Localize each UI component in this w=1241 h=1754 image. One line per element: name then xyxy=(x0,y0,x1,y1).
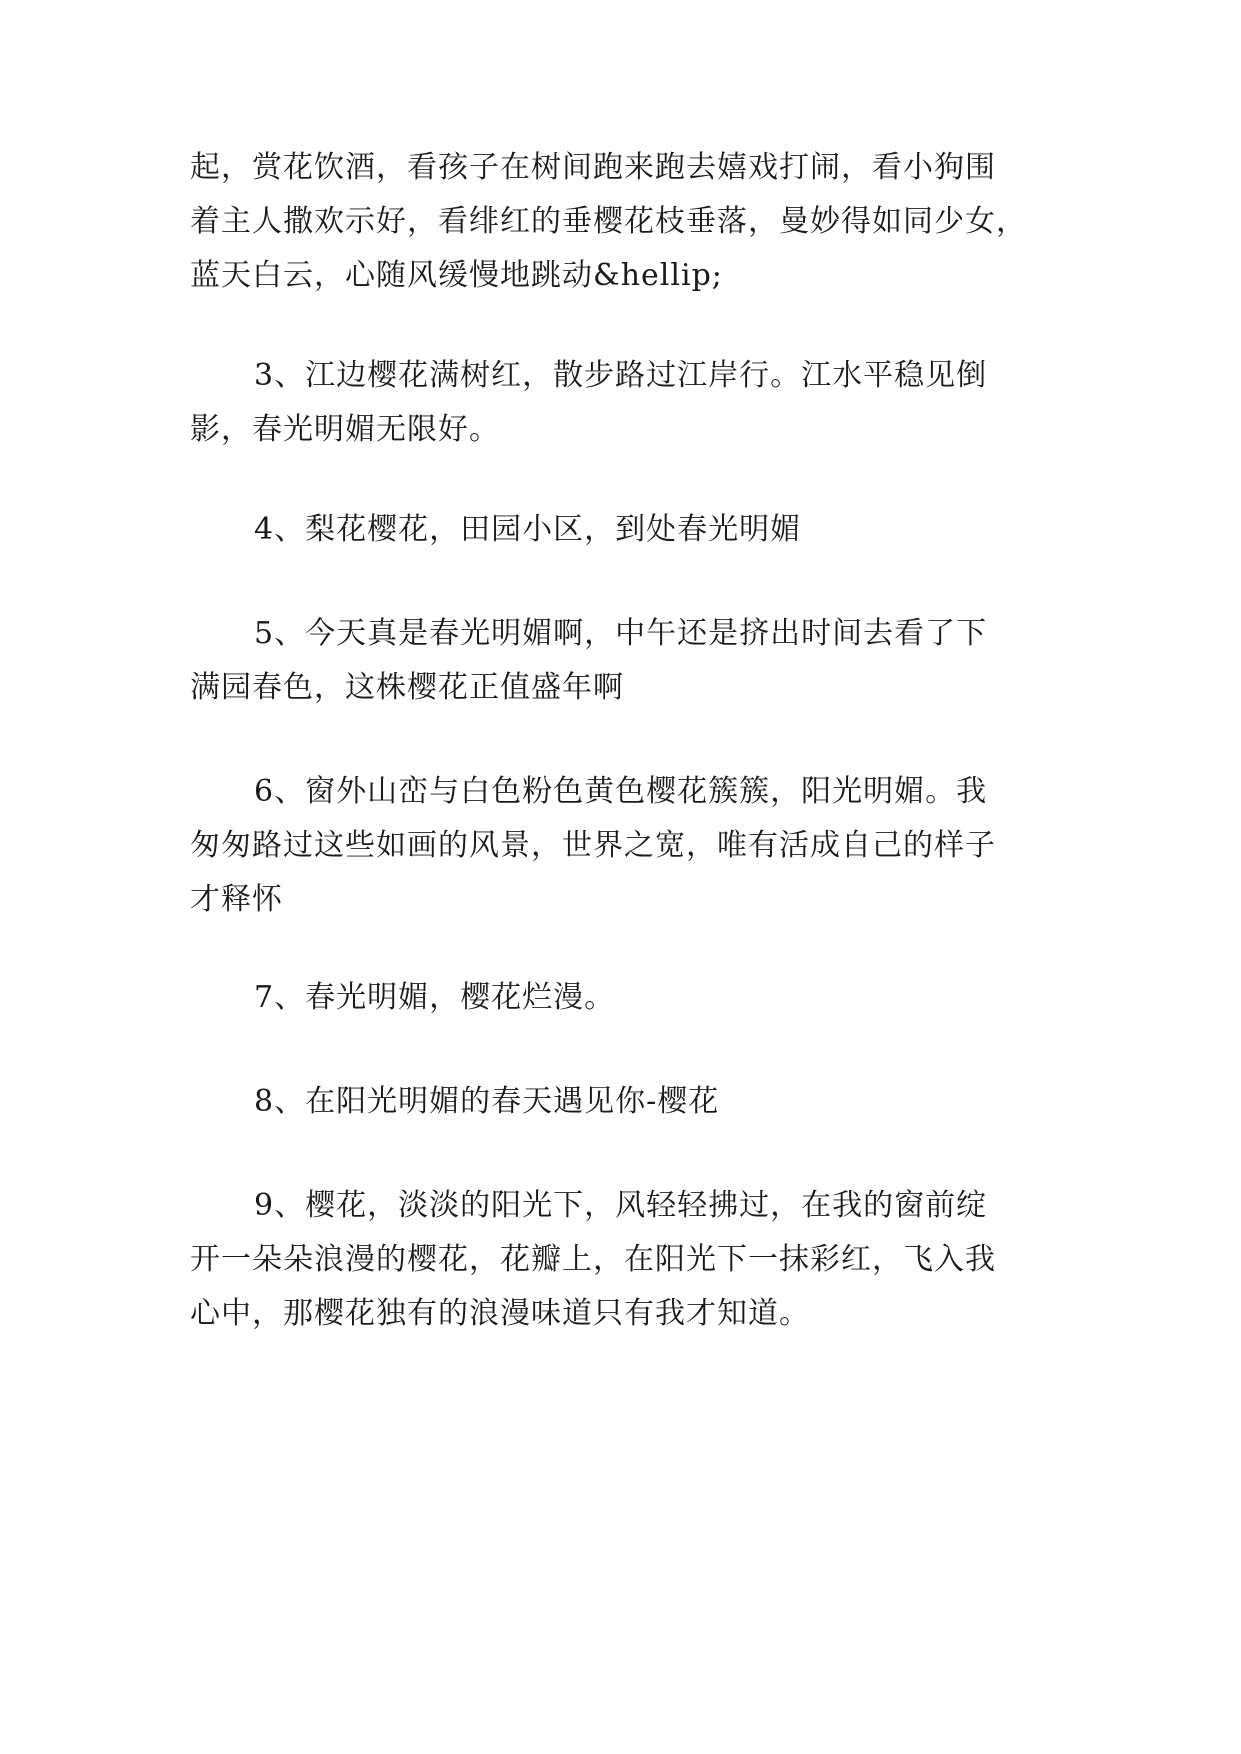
paragraph-continuation xyxy=(190,141,1060,303)
paragraph-line: 着主人撒欢示好，看绯红的垂樱花枝垂落，曼妙得如同少女， xyxy=(190,204,1027,239)
paragraph-line: 才释怀 xyxy=(190,882,283,917)
paragraph-line: 5、今天真是春光明媚啊，中午还是挤出时间去看了下 xyxy=(254,616,988,651)
paragraph-line: 匆匆路过这些如画的风景，世界之宽，唯有活成自己的样子 xyxy=(190,828,996,863)
paragraph-6 xyxy=(190,765,1060,927)
paragraph-9 xyxy=(190,1179,1060,1341)
paragraph-8 xyxy=(190,1075,1060,1129)
paragraph-line: 8、在阳光明媚的春天遇见你-樱花 xyxy=(254,1084,720,1119)
paragraph-line: 满园春色，这株樱花正值盛年啊 xyxy=(190,670,624,705)
paragraph-line: 9、樱花，淡淡的阳光下，风轻轻拂过，在我的窗前绽 xyxy=(254,1188,988,1223)
paragraph-line: 心中，那樱花独有的浪漫味道只有我才知道。 xyxy=(190,1296,810,1331)
paragraph-7 xyxy=(190,971,1060,1025)
paragraph-3 xyxy=(190,349,1060,457)
paragraph-line: 3、江边樱花满树红，散步路过江岸行。江水平稳见倒 xyxy=(254,358,988,393)
paragraph-line: 7、春光明媚，樱花烂漫。 xyxy=(254,980,616,1015)
paragraph-5 xyxy=(190,607,1060,715)
paragraph-line: 开一朵朵浪漫的樱花，花瓣上，在阳光下一抹彩红，飞入我 xyxy=(190,1242,996,1277)
paragraph-line: 蓝天白云，心随风缓慢地跳动&hellip; xyxy=(190,258,723,293)
paragraph-line: 4、梨花樱花，田园小区，到处春光明媚 xyxy=(254,512,802,547)
paragraph-4 xyxy=(190,503,1060,557)
paragraph-line: 起，赏花饮酒，看孩子在树间跑来跑去嬉戏打闹，看小狗围 xyxy=(190,150,996,185)
paragraph-line: 6、窗外山峦与白色粉色黄色樱花簇簇，阳光明媚。我 xyxy=(254,774,988,809)
paragraph-line: 影，春光明媚无限好。 xyxy=(190,412,500,447)
